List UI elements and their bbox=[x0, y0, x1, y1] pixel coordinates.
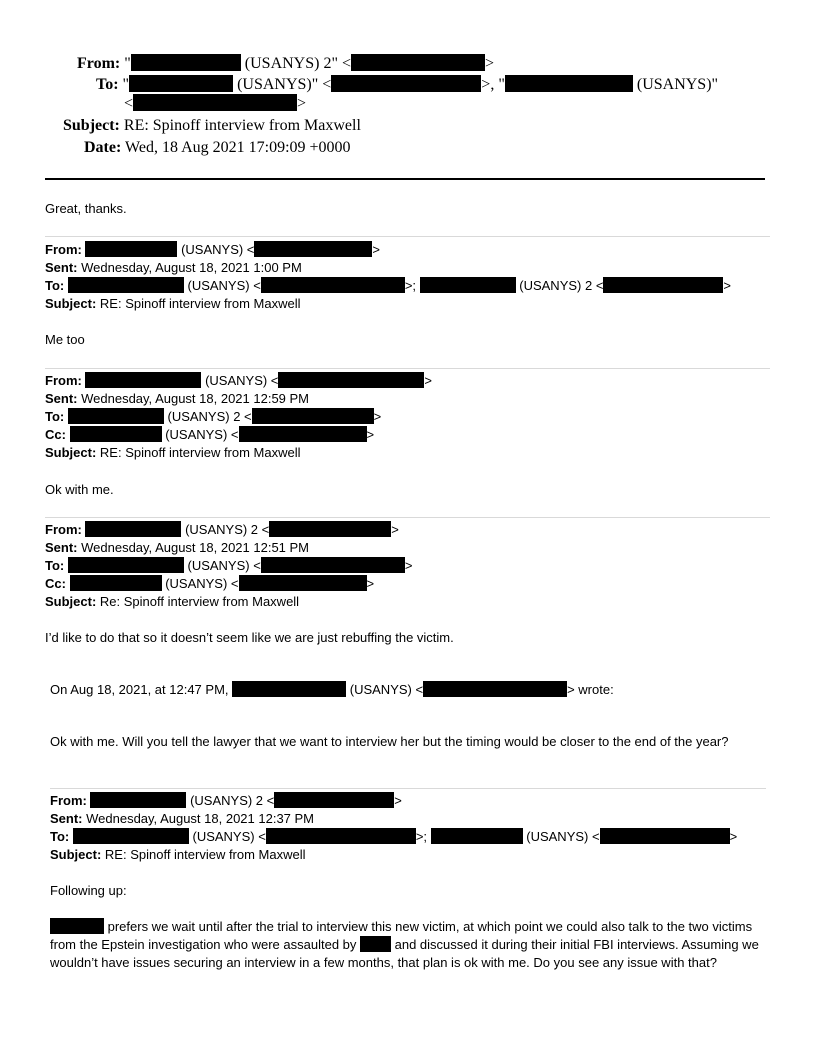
msg3-from: From: (USANYS) 2 < > bbox=[45, 522, 399, 537]
redaction bbox=[70, 426, 162, 442]
msg2-to: To: (USANYS) 2 < > bbox=[45, 409, 382, 424]
quote-header: On Aug 18, 2021, at 12:47 PM, (USANYS) < > wrote: bbox=[50, 682, 614, 697]
header-date-label: Date: bbox=[84, 139, 122, 156]
msg1-sent: Sent: Wednesday, August 18, 2021 1:00 PM bbox=[45, 260, 302, 275]
redaction bbox=[252, 408, 374, 424]
redaction bbox=[420, 277, 516, 293]
message-divider bbox=[45, 236, 770, 237]
msg1-subject: Subject: RE: Spinoff interview from Maxwell bbox=[45, 296, 301, 311]
header-from-line: From: " (USANYS) 2" < > bbox=[77, 55, 495, 72]
msg4-from: From: (USANYS) 2 < > bbox=[50, 793, 402, 808]
redaction bbox=[278, 372, 424, 388]
message-divider bbox=[45, 517, 770, 518]
msg1-body: Me too bbox=[45, 332, 85, 347]
msg2-sent: Sent: Wednesday, August 18, 2021 12:59 PM bbox=[45, 391, 310, 406]
redaction bbox=[90, 792, 186, 808]
msg2-cc: Cc: (USANYS) < > bbox=[45, 427, 375, 442]
msg4-to: To: (USANYS) < >; (USANYS) < > bbox=[50, 829, 738, 844]
redaction bbox=[68, 408, 164, 424]
redaction bbox=[274, 792, 394, 808]
redaction bbox=[261, 557, 405, 573]
msg2-subject: Subject: RE: Spinoff interview from Maxwell bbox=[45, 445, 301, 460]
msg2-body: Ok with me. bbox=[45, 482, 114, 497]
redaction bbox=[351, 54, 485, 71]
redaction bbox=[269, 521, 391, 537]
msg3-to: To: (USANYS) < > bbox=[45, 558, 413, 573]
redaction bbox=[85, 521, 181, 537]
header-to-line: To: " (USANYS)" < >, " (USANYS)" bbox=[96, 76, 719, 93]
redaction bbox=[239, 575, 367, 591]
redaction bbox=[131, 54, 241, 71]
msg3-sent: Sent: Wednesday, August 18, 2021 12:51 PM bbox=[45, 540, 310, 555]
header-subject-value: RE: Spinoff interview from Maxwell bbox=[123, 117, 361, 134]
redaction bbox=[505, 75, 633, 92]
redaction bbox=[261, 277, 405, 293]
msg4-body-line1: Following up: bbox=[50, 883, 127, 898]
header-subject-line bbox=[63, 116, 361, 136]
header-date-line bbox=[84, 138, 351, 158]
redaction bbox=[50, 918, 104, 934]
redaction bbox=[600, 828, 730, 844]
header-from-label: From: bbox=[77, 55, 121, 72]
redaction bbox=[423, 681, 567, 697]
msg3-body: I’d like to do that so it doesn’t seem like we are just rebuffing the victim. bbox=[45, 630, 454, 645]
msg1-to: To: (USANYS) < >; (USANYS) 2 < > bbox=[45, 278, 732, 293]
message-divider bbox=[50, 788, 766, 789]
redaction bbox=[266, 828, 416, 844]
redaction bbox=[73, 828, 189, 844]
msg3-subject: Subject: Re: Spinoff interview from Maxwell bbox=[45, 594, 300, 609]
redaction bbox=[68, 277, 184, 293]
redaction bbox=[431, 828, 523, 844]
msg4-body-paragraph: prefers we wait until after the trial to interview this new victim, at which point we could also talk to the two victims from the Epstein investigation who were assaulted by and discussed it during their initial FBI interviews. Assuming we wouldn’t have issues securing an interview in a few months, that plan is ok with me. Do you see any issue with that? bbox=[50, 919, 759, 970]
message-divider bbox=[45, 368, 770, 369]
quote-body: Ok with me. Will you tell the lawyer that we want to interview her but the timing would be closer to the end of the year? bbox=[50, 734, 729, 749]
redaction bbox=[360, 936, 391, 952]
redaction bbox=[129, 75, 233, 92]
msg4-subject: Subject: RE: Spinoff interview from Maxwell bbox=[50, 847, 306, 862]
msg1-from: From: (USANYS) < > bbox=[45, 242, 380, 257]
msg2-from: From: (USANYS) < > bbox=[45, 373, 432, 388]
header-subject-label: Subject: bbox=[63, 117, 120, 134]
header-divider bbox=[45, 178, 765, 180]
redaction bbox=[85, 372, 201, 388]
redaction bbox=[239, 426, 367, 442]
redaction bbox=[70, 575, 162, 591]
header-date-value: Wed, 18 Aug 2021 17:09:09 +0000 bbox=[125, 139, 351, 156]
redaction bbox=[331, 75, 481, 92]
redaction bbox=[133, 94, 297, 111]
redaction bbox=[603, 277, 723, 293]
redaction bbox=[68, 557, 184, 573]
reply-body: Great, thanks. bbox=[45, 201, 127, 216]
redaction bbox=[85, 241, 177, 257]
redaction bbox=[254, 241, 372, 257]
msg3-cc: Cc: (USANYS) < > bbox=[45, 576, 375, 591]
header-to-line-2: < > bbox=[124, 95, 307, 112]
header-to-label: To: bbox=[96, 76, 119, 93]
redaction bbox=[232, 681, 346, 697]
msg4-sent: Sent: Wednesday, August 18, 2021 12:37 PM bbox=[50, 811, 315, 826]
